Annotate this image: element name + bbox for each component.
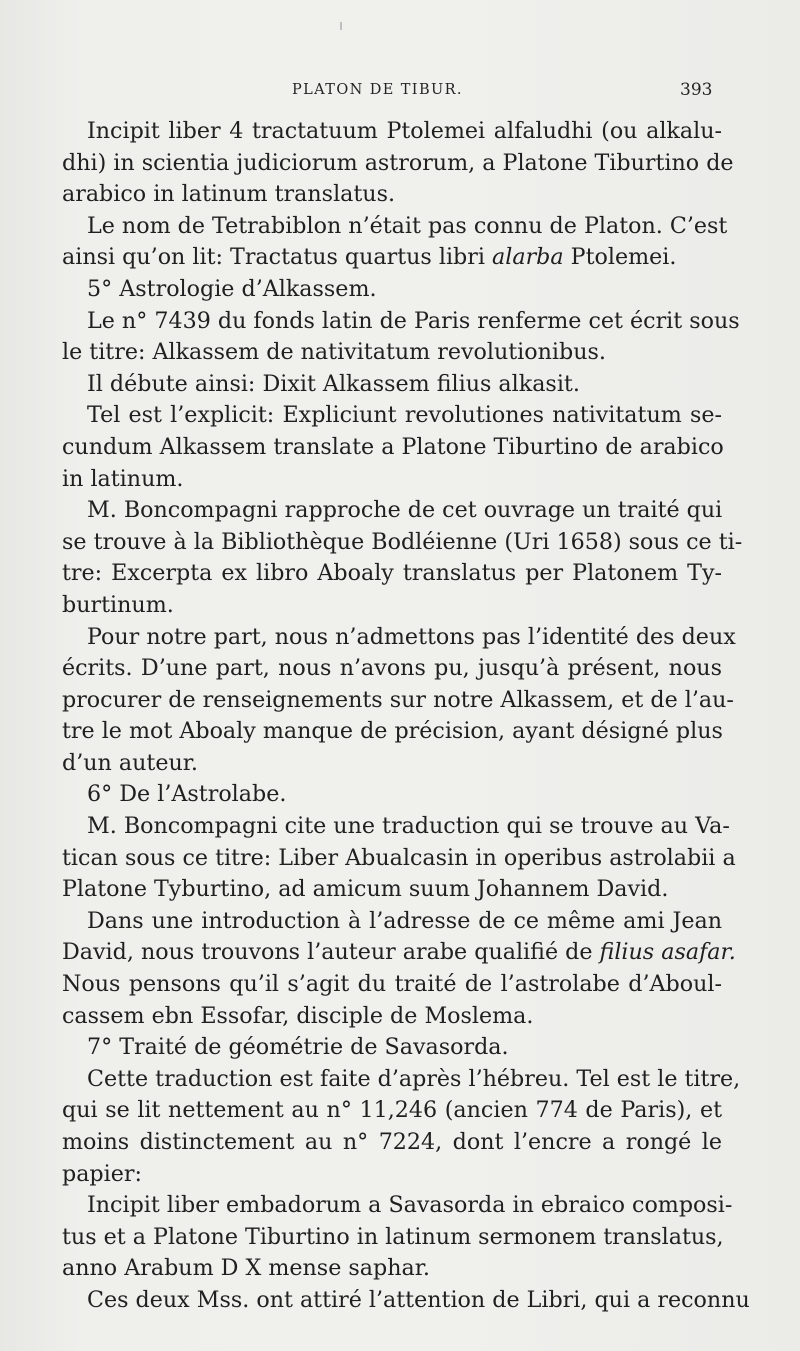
text-line: M. Boncompagni rapproche de cet ouvrage un traité qui <box>87 497 723 524</box>
text-line: burtinum. <box>62 591 174 618</box>
text-line: anno Arabum D X mense saphar. <box>62 1255 430 1282</box>
text-line: tus et a Platone Tiburtino in latinum sermonem translatus, <box>62 1223 724 1250</box>
text-line: tican sous ce titre: Liber Abualcasin in operibus astrolabii a <box>62 844 736 871</box>
text-line: tre: Excerpta ex libro Aboaly translatus per Platonem Ty- <box>62 560 722 587</box>
page-header <box>0 80 800 104</box>
text-line: tre le mot Aboaly manque de précision, ayant désigné plus <box>62 718 723 745</box>
text-line: se trouve à la Bibliothèque Bodléienne (Uri 1658) sous ce ti- <box>62 528 743 555</box>
body-text <box>62 116 750 1317</box>
text-line: Ces deux Mss. ont attiré l’attention de Libri, qui a reconnu <box>87 1286 750 1313</box>
text-line: arabico in latinum translatus. <box>62 181 396 208</box>
text-line: écrits. D’une part, nous n’avons pu, jusqu’à présent, nous <box>62 655 722 682</box>
text-line: ainsi qu’on lit: Tractatus quartus libri alarba Ptolemei. <box>62 244 677 271</box>
page-number: 393 <box>680 80 713 100</box>
text-line: 7° Traité de géométrie de Savasorda. <box>87 1034 509 1061</box>
paper-speck <box>340 22 342 30</box>
text-line: in latinum. <box>62 465 184 492</box>
text-line: cassem ebn Essofar, disciple de Moslema. <box>62 1002 534 1029</box>
italic-text: alarba <box>492 244 564 271</box>
text-line: Il débute ainsi: Dixit Alkassem filius alkasit. <box>87 370 580 397</box>
text-line: Nous pensons qu’il s’agit du traité de l’astrolabe d’Aboul- <box>62 971 722 998</box>
text-line: 5° Astrologie d’Alkassem. <box>87 275 377 302</box>
text-line: le titre: Alkassem de nativitatum revolutionibus. <box>62 339 606 366</box>
text-line: Pour notre part, nous n’admettons pas l’identité des deux <box>87 623 736 650</box>
running-title: PLATON DE TIBUR. <box>292 82 463 98</box>
text-line: procurer de renseignements sur notre Alkassem, et de l’au- <box>62 686 734 713</box>
text-line: Le n° 7439 du fonds latin de Paris renferme cet écrit sous <box>87 307 740 334</box>
text-line: qui se lit nettement au n° 11,246 (ancien 774 de Paris), et <box>62 1097 722 1124</box>
text-line: d’un auteur. <box>62 749 198 776</box>
text-line: moins distinctement au n° 7224, dont l’encre a rongé le <box>62 1129 722 1155</box>
italic-text: filius asafar. <box>599 939 736 966</box>
text-line: Le nom de Tetrabiblon n’était pas connu de Platon. C’est <box>87 212 728 239</box>
text-line: Dans une introduction à l’adresse de ce même ami Jean <box>87 907 722 934</box>
text-line: David, nous trouvons l’auteur arabe qualifié de filius asafar. <box>62 939 736 966</box>
text-line: Platone Tyburtino, ad amicum suum Johannem David. <box>62 876 669 903</box>
text-line: M. Boncompagni cite une traduction qui se trouve au Va- <box>87 813 730 840</box>
text-line: 6° De l’Astrolabe. <box>87 781 287 808</box>
text-line: papier: <box>62 1160 142 1187</box>
text-line: cundum Alkassem translate a Platone Tiburtino de arabico <box>62 433 724 460</box>
text-line: Cette traduction est faite d’après l’hébreu. Tel est le titre, <box>87 1065 741 1092</box>
text-line: dhi) in scientia judiciorum astrorum, a Platone Tiburtino de <box>62 149 734 176</box>
text-line: Incipit liber embadorum a Savasorda in ebraico composi- <box>87 1192 733 1219</box>
text-line: Tel est l’explicit: Expliciunt revolutiones nativitatum se- <box>87 402 722 429</box>
text-line: Incipit liber 4 tractatuum Ptolemei alfaludhi (ou alkalu- <box>87 118 722 144</box>
